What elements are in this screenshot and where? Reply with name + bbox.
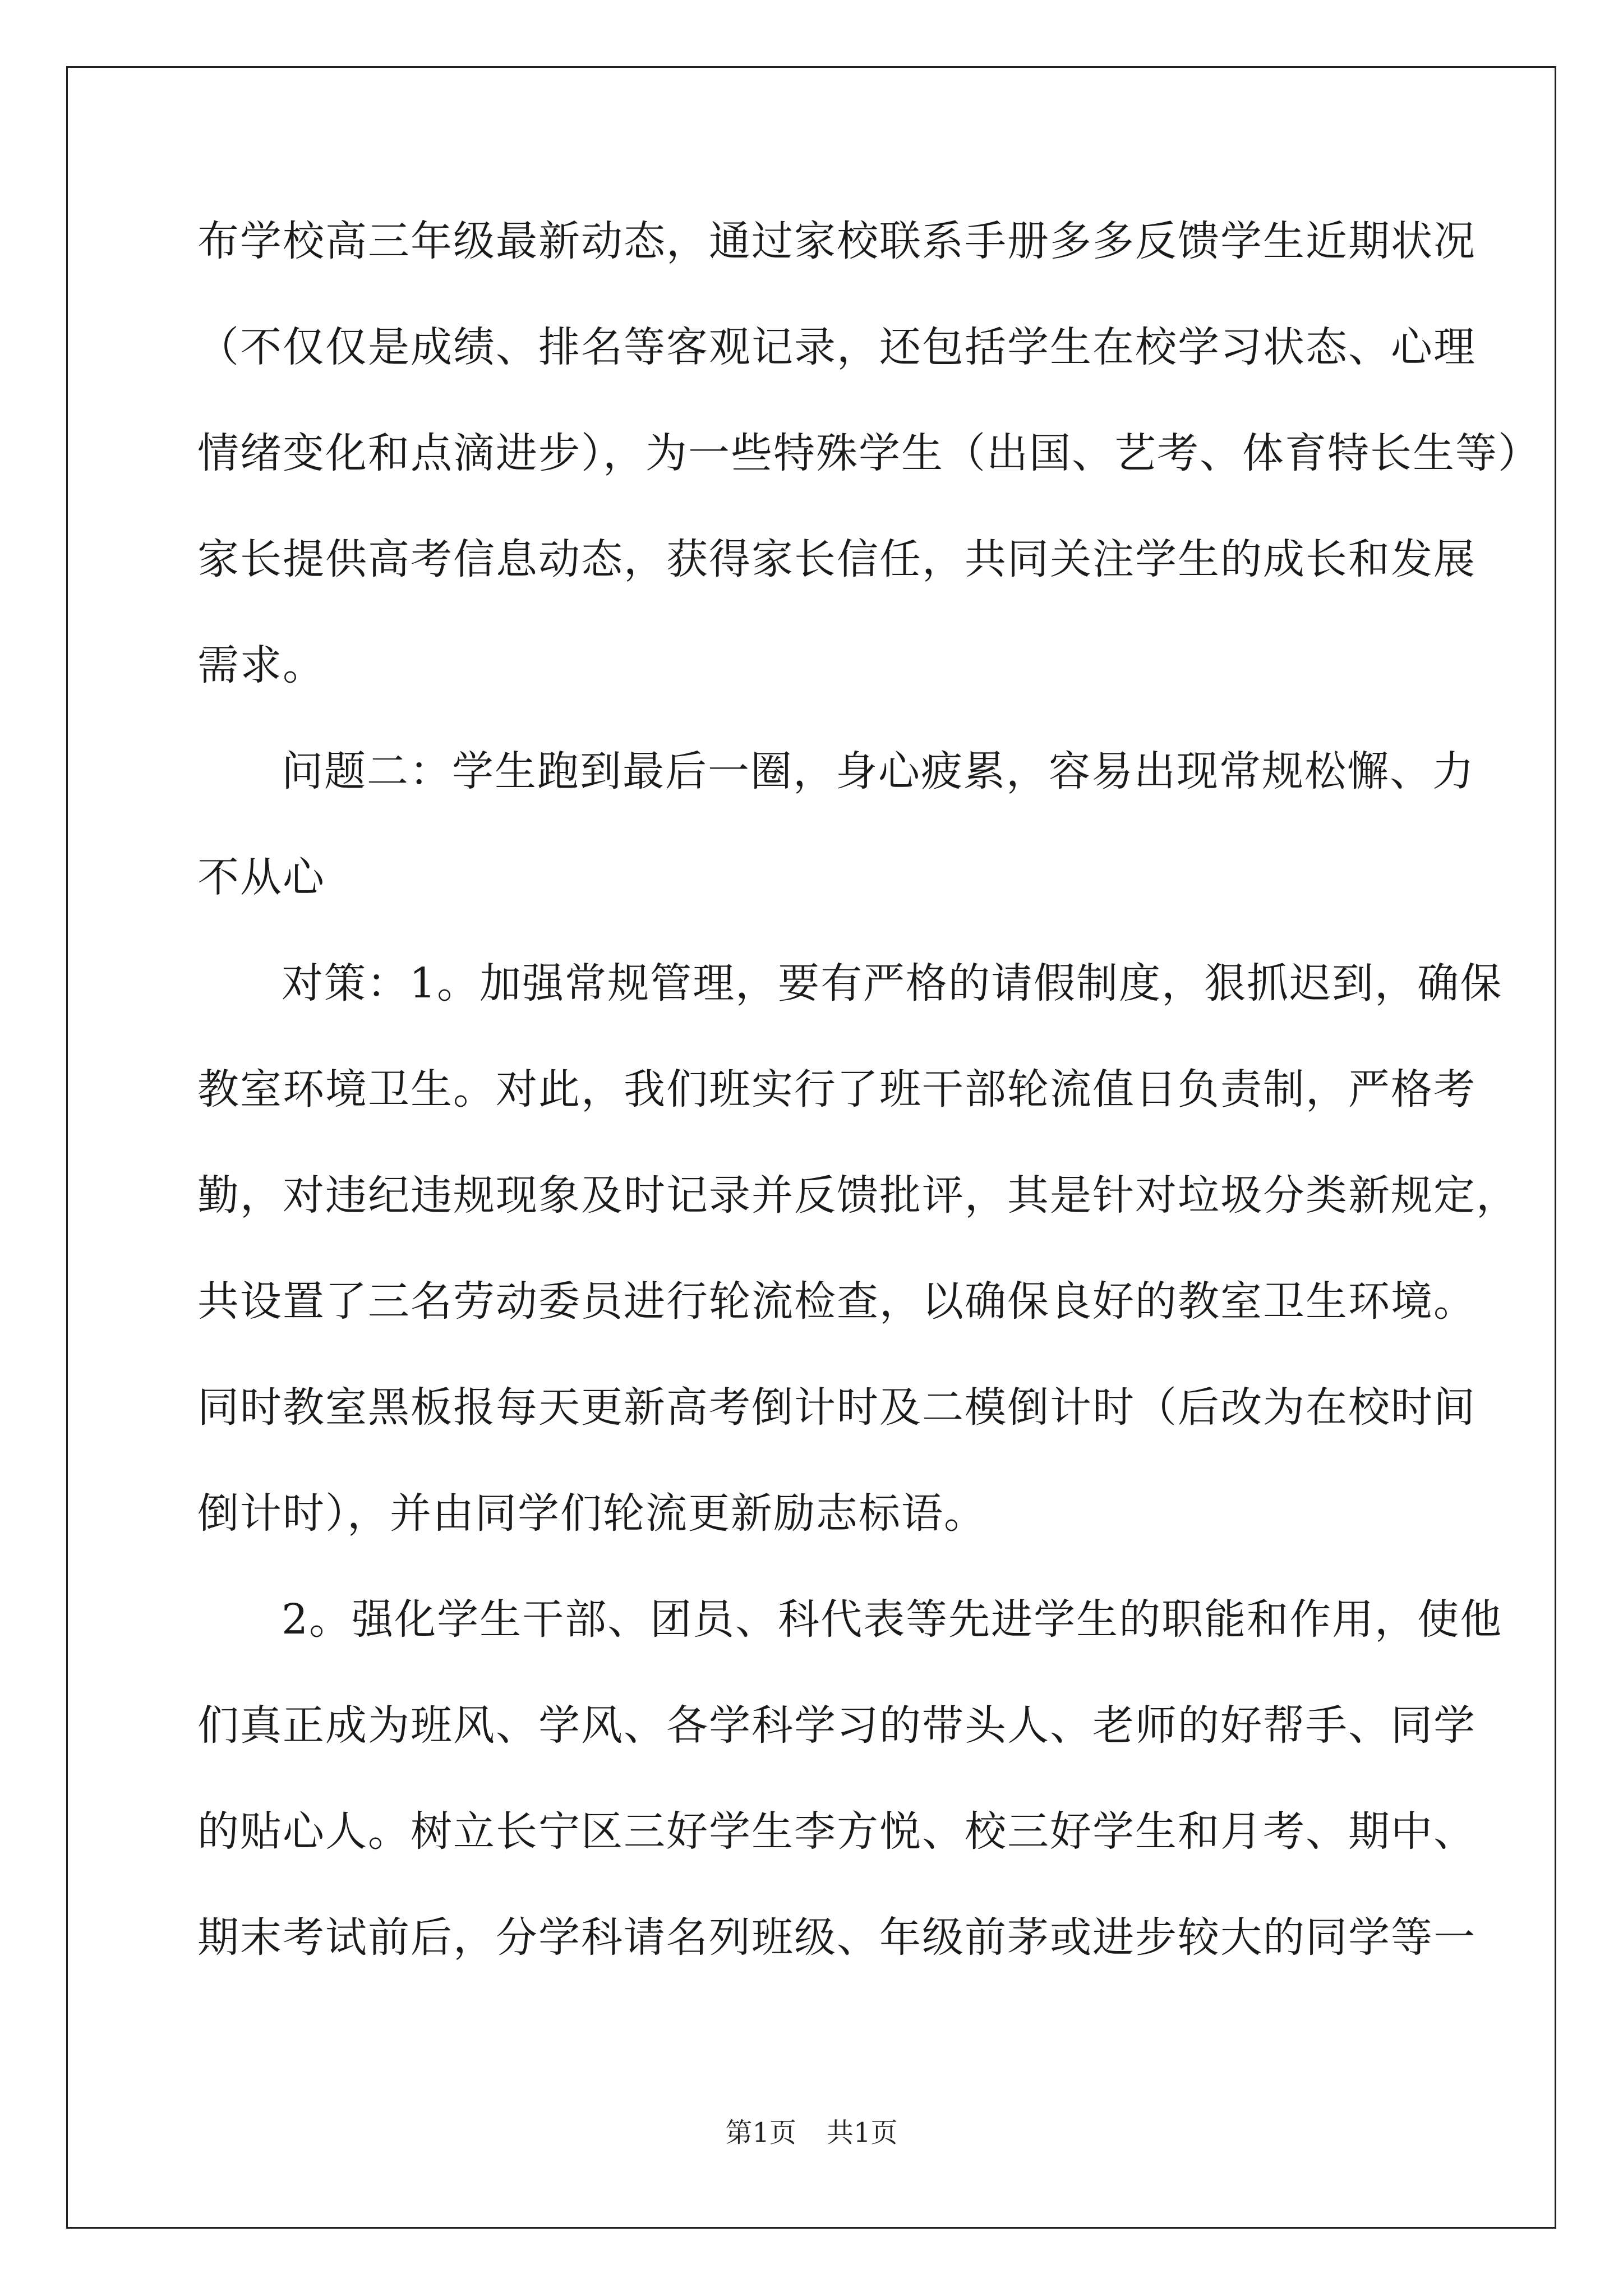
page-footer [0, 2116, 1623, 2150]
text-line: 共设置了三名劳动委员进行轮流检查，以确保良好的教室卫生环境。 [197, 1277, 1476, 1326]
page-total: 共1页 [827, 2117, 898, 2148]
text-line: 对策：1。加强常规管理，要有严格的请假制度，狠抓迟到，确保 [282, 959, 1503, 1007]
text-line: 家长提供高考信息动态，获得家长信任，共同关注学生的成长和发展 [197, 535, 1476, 583]
text-line: 问题二：学生跑到最后一圈，身心疲累，容易出现常规松懈、力 [282, 747, 1475, 795]
text-line: 勤，对违纪违规现象及时记录并反馈批评，其是针对垃圾分类新规定， [197, 1171, 1519, 1220]
text-line: 不从心 [197, 853, 325, 901]
text-line: 期末考试前后，分学科请名列班级、年级前茅或进步较大的同学等一 [197, 1913, 1476, 1962]
text-line: 情绪变化和点滴进步），为一些特殊学生（出国、艺考、体育特长生等） [197, 429, 1541, 477]
document-body [197, 213, 1541, 2016]
text-line: 教室环境卫生。对此，我们班实行了班干部轮流值日负责制，严格考 [197, 1065, 1476, 1114]
text-line: 2。强化学生干部、团员、科代表等先进学生的职能和作用，使他 [282, 1595, 1503, 1644]
text-line: 布学校高三年级最新动态，通过家校联系手册多多反馈学生近期状况 [197, 217, 1476, 265]
text-line: 倒计时），并由同学们轮流更新励志标语。 [197, 1489, 986, 1538]
text-line: 同时教室黑板报每天更新高考倒计时及二模倒计时（后改为在校时间 [197, 1383, 1476, 1432]
text-line: 们真正成为班风、学风、各学科学习的带头人、老师的好帮手、同学 [197, 1701, 1476, 1750]
text-line: 需求。 [197, 641, 325, 689]
text-line: （不仅仅是成绩、排名等客观记录，还包括学生在校学习状态、心理 [197, 323, 1476, 371]
page-number: 第1页 [725, 2117, 796, 2148]
text-line: 的贴心人。树立长宁区三好学生李方悦、校三好学生和月考、期中、 [197, 1807, 1476, 1856]
